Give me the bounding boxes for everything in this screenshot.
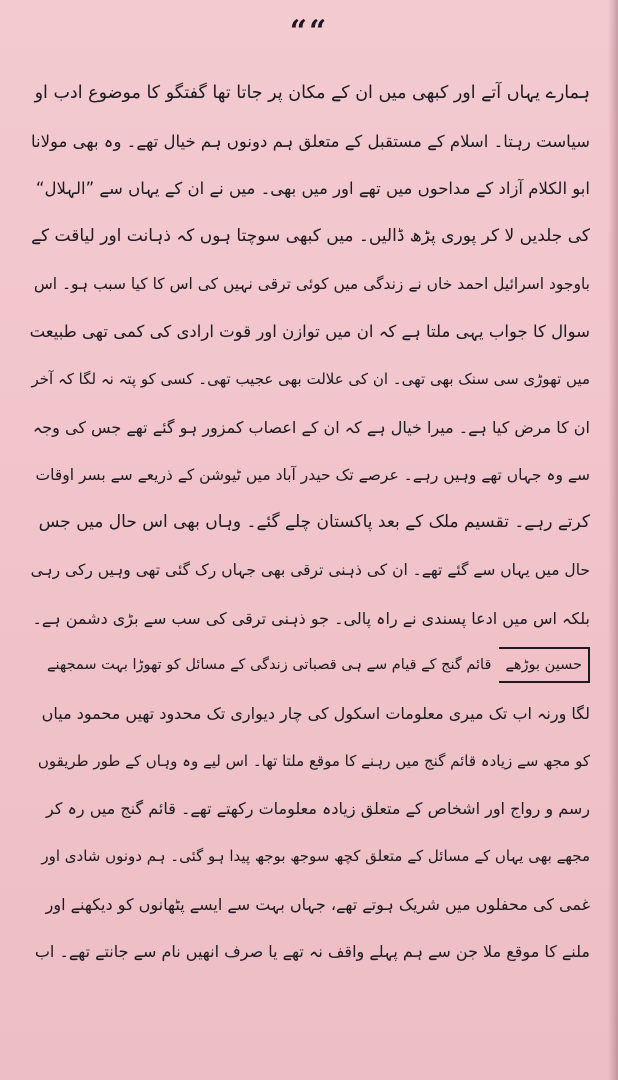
page-edge-shadow xyxy=(608,0,618,1080)
text-line: باوجود اسرائیل احمد خاں نے زندگی میں کوئی ترقی نہیں کی اس کا کیا سبب ہو۔ اس xyxy=(33,274,590,293)
page-number: ““ xyxy=(289,14,329,49)
text-line-with-heading xyxy=(30,642,590,690)
section-heading: حسین بوڑھے xyxy=(499,647,590,683)
text-line: مجھے بھی یہاں کے مسائل کے متعلق کچھ سوجھ بوجھ پیدا ہو گئی۔ ہم دونوں شادی اور xyxy=(41,847,590,865)
paragraph-1 xyxy=(30,70,590,642)
text-line: ان کا مرض کیا ہے۔ میرا خیال ہے کہ ان کے اعصاب کمزور ہو گئے تھے جس کی وجہ xyxy=(32,417,590,437)
text-line: کو مجھ سے زیادہ قائم گنج میں رہنے کا موقع ملتا تھا۔ اس لیے وہ وہاں کے طور طریقوں xyxy=(37,751,590,770)
text-line: کرتے رہے۔ تقسیم ملک کے بعد پاکستان چلے گئے۔ وہاں بھی اس حال میں جس xyxy=(38,512,590,533)
text-line: سے وہ جہاں تھے وہیں رہے۔ عرصے تک حیدر آباد میں ٹیوشن کے ذریعے سے بسر اوقات xyxy=(35,465,590,484)
text-line: ہمارے یہاں آتے اور کبھی میں ان کے مکان پر جاتا تھا گفتگو کا موضوع ادب او xyxy=(34,83,590,103)
text-line: کی جلدیں لا کر پوری پڑھ ڈالیں۔ میں کبھی سوچتا ہوں کہ ذہانت اور لیاقت کے xyxy=(31,226,590,247)
text-line: قائم گنج کے قیام سے ہی قصباتی زندگی کے مسائل کو تھوڑا بہت سمجھنے xyxy=(47,657,492,674)
text-line: لگا ورنہ اب تک میری معلومات اسکول کی چار دیواری تک محدود تھیں محمود میاں xyxy=(41,703,590,723)
text-line: رسم و رواج اور اشخاص کے متعلق زیادہ معلومات رکھتے تھے۔ قائم گنج میں رہ کر xyxy=(45,799,590,819)
text-line: میں تھوڑی سی سنک بھی تھی۔ ان کی علالت بھی عجیب تھی۔ کسی کو پتہ نہ لگا کہ آخر xyxy=(31,370,590,389)
text-line: سیاست رہتا۔ اسلام کے مستقبل کے متعلق ہم دونوں ہم خیال تھے۔ وہ بھی مولانا xyxy=(30,131,590,151)
text-line: سوال کا جواب یہی ملتا ہے کہ ان میں توازن اور قوت ارادی کی کمی تھی طبیعت xyxy=(29,322,590,342)
text-line: حال میں یہاں سے گئے تھے۔ ان کی ذہنی ترقی بھی جہاں رک گئی تھی وہیں رکی رہی xyxy=(30,560,590,579)
body-text xyxy=(30,70,590,976)
text-line: بلکہ اس میں ادعا پسندی نے راہ پالی۔ جو ذہنی ترقی کی سب سے بڑی دشمن ہے۔ xyxy=(32,608,590,628)
text-line: ملنے کا موقع ملا جن سے ہم پہلے واقف نہ تھے یا صرف انھیں نام سے جانتے تھے۔ اب xyxy=(34,942,590,962)
text-line: ابو الکلام آزاد کے مداحوں میں تھے اور میں بھی۔ میں نے ان کے یہاں سے ”الہلال“ xyxy=(35,179,590,199)
text-line: غمی کی محفلوں میں شریک ہوتے تھے، جہاں بہت سے ایسے پٹھانوں کو دیکھنے اور xyxy=(45,894,590,914)
paragraph-2 xyxy=(30,642,590,976)
